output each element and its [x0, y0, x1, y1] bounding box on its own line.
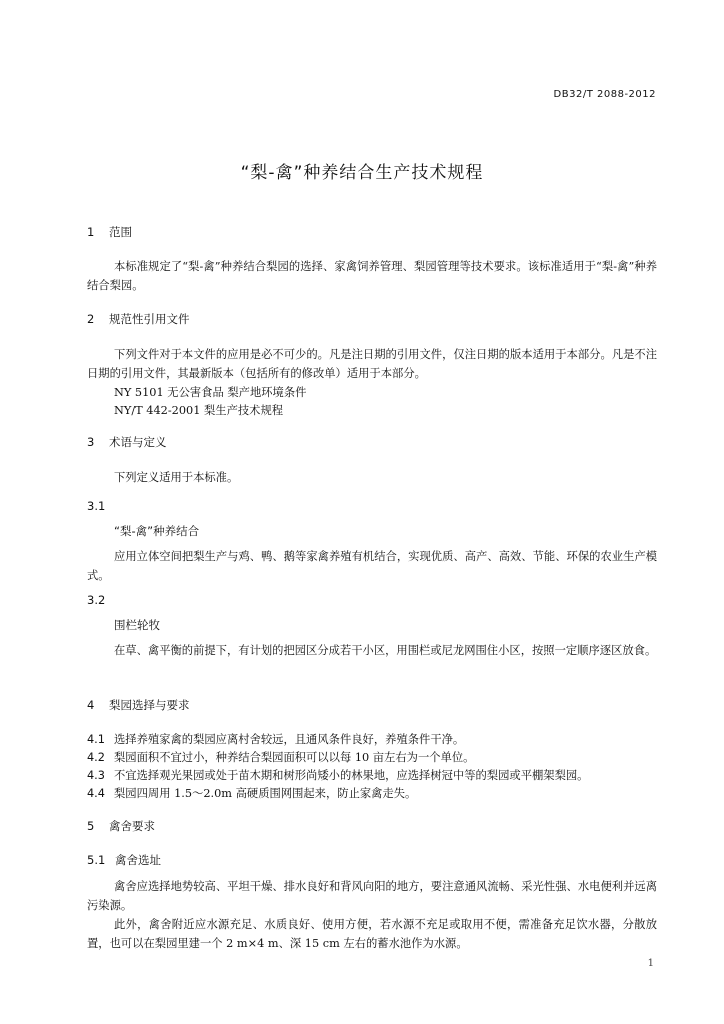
- clause-number: 4.3: [87, 769, 105, 782]
- page-number: 1: [647, 958, 654, 969]
- section-3-heading: [87, 434, 167, 450]
- clause-4-3: [87, 767, 588, 783]
- section-4-heading: [87, 697, 190, 713]
- section-5-heading: [87, 818, 155, 834]
- term-3-2-name: 围栏轮牧: [114, 618, 160, 632]
- clause-number: 4.2: [87, 751, 105, 764]
- reference-item: NY/T 442-2001 梨生产技术规程: [114, 404, 284, 417]
- reference-item: NY 5101 无公害食品 梨产地环境条件: [114, 386, 307, 399]
- section-title: 禽舍要求: [109, 819, 155, 833]
- clause-text: 不宜选择观光果园或处于苗木期和树形尚矮小的林果地，应选择树冠中等的梨园或平棚架梨园。: [114, 769, 589, 782]
- subsection-5-1-heading: [87, 852, 161, 868]
- standard-number: DB32/T 2088-2012: [553, 89, 656, 100]
- term-3-1-number: 3.1: [87, 499, 106, 513]
- term-3-2-number: 3.2: [87, 593, 106, 607]
- clause-text: 选择养殖家禽的梨园应离村舍较远，且通风条件良好，养殖条件干净。: [114, 733, 465, 746]
- term-3-2-definition: 在草、禽平衡的前提下，有计划的把园区分成若干小区，用围栏或尼龙网围住小区，按照一定顺序逐区放食。: [114, 644, 657, 657]
- section-number: 3: [87, 435, 95, 449]
- clause-number: 4.4: [87, 787, 105, 800]
- clause-number: 4.1: [87, 733, 105, 746]
- section-1-heading: [87, 224, 132, 240]
- document-title: “梨-禽”种养结合生产技术规程: [240, 163, 484, 183]
- clause-4-2: [87, 749, 474, 765]
- section-title: 梨园选择与要求: [109, 698, 190, 712]
- section-2-text: 下列文件对于本文件的应用是必不可少的。凡是注日期的引用文件，仅注日期的版本适用于本部分。凡是不注日期的引用文件，其最新版本（包括所有的修改单）适用于本部分。: [87, 348, 657, 380]
- section-title: 术语与定义: [109, 435, 167, 449]
- clause-4-1: [87, 731, 464, 747]
- section-number: 2: [87, 312, 95, 326]
- section-number: 1: [87, 225, 95, 239]
- subsection-title: 禽舍选址: [115, 853, 161, 867]
- section-title: 范围: [109, 225, 132, 239]
- subsection-5-1-paragraph-1: 禽舍应选择地势较高、平坦干燥、排水良好和背风向阳的地方，要注意通风流畅、采光性强、水电便利并远离污染源。: [87, 880, 657, 912]
- section-number: 5: [87, 819, 95, 833]
- section-2-heading: [87, 311, 190, 327]
- clause-text: 梨园四周用 1.5～2.0m 高硬质围网围起来，防止家禽走失。: [114, 787, 417, 800]
- term-3-1-name: “梨-禽”种养结合: [114, 524, 200, 538]
- section-3-text: 下列定义适用于本标准。: [114, 471, 239, 484]
- term-3-1-definition: 应用立体空间把梨生产与鸡、鸭、鹅等家禽养殖有机结合，实现优质、高产、高效、节能、环保的农业生产模式。: [87, 550, 657, 582]
- subsection-number: 5.1: [87, 853, 106, 867]
- clause-4-4: [87, 785, 416, 801]
- section-1-text: 本标准规定了“梨-禽”种养结合梨园的选择、家禽饲养管理、梨园管理等技术要求。该标准适用于“梨-禽”种养结合梨园。: [87, 260, 657, 292]
- section-title: 规范性引用文件: [109, 312, 190, 326]
- section-number: 4: [87, 698, 95, 712]
- clause-text: 梨园面积不宜过小，种养结合梨园面积可以以每 10 亩左右为一个单位。: [114, 751, 475, 764]
- subsection-5-1-paragraph-2: 此外，禽舍附近应水源充足、水质良好、使用方便，若水源不充足或取用不便，需准备充足饮水器，分散放置，也可以在梨园里建一个 2 m×4 m、深 15 cm 左右的蓄水池作为水源。: [87, 918, 657, 950]
